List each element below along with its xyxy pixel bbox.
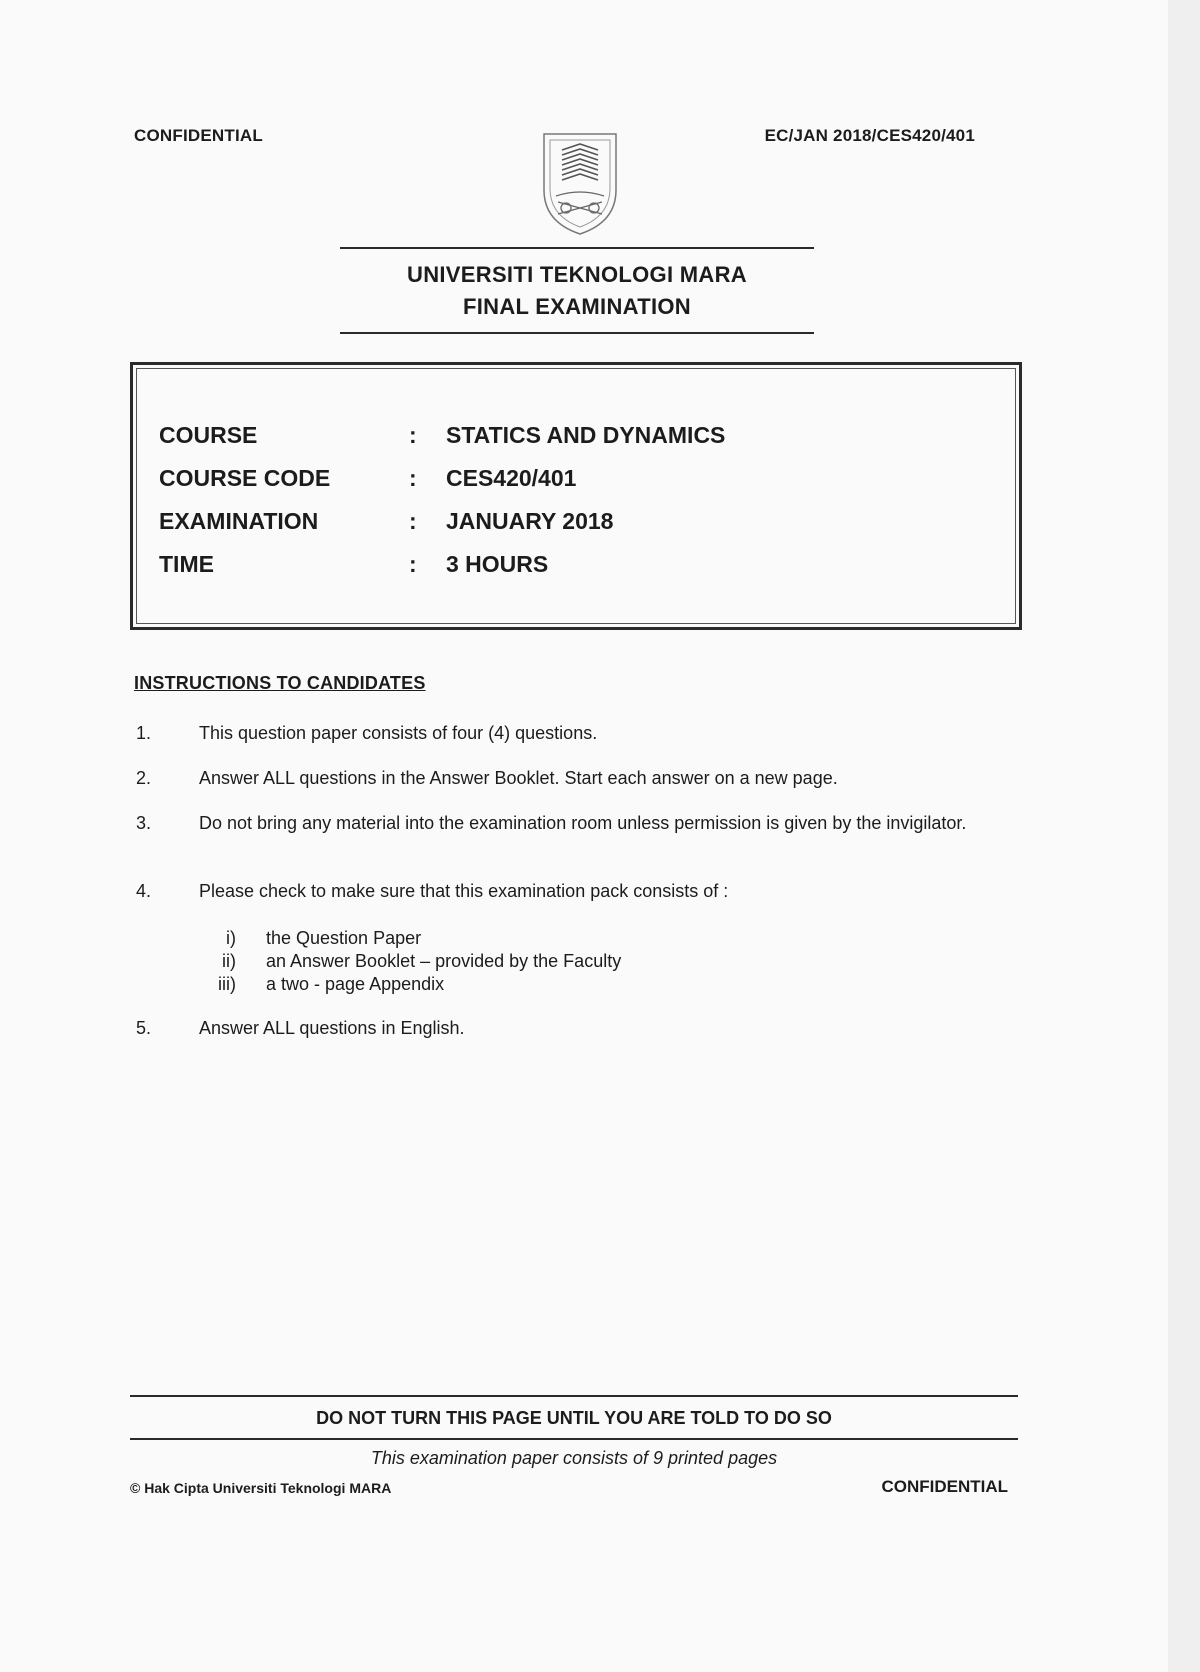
time-value: 3 HOURS [446,551,549,577]
confidential-header: CONFIDENTIAL [134,126,263,145]
course-value: STATICS AND DYNAMICS [446,422,726,448]
instruction-number: 3. [136,813,152,833]
instruction-text: Please check to make sure that this examination pack consists of : [199,881,729,901]
colon-separator: : [409,508,417,534]
instruction-number: 4. [136,881,152,901]
instruction-text: Answer ALL questions in the Answer Booklet. Start each answer on a new page. [199,768,838,788]
do-not-turn-notice: DO NOT TURN THIS PAGE UNTIL YOU ARE TOLD TO DO SO [316,1408,832,1428]
copyright-notice: © Hak Cipta Universiti Teknologi MARA [130,1480,392,1496]
pack-item-number: iii) [218,974,236,994]
instruction-number: 1. [136,723,152,743]
instructions-heading: INSTRUCTIONS TO CANDIDATES [134,673,426,693]
instruction-text: Do not bring any material into the examination room unless permission is given by the invigilator. [199,813,967,833]
colon-separator: : [409,422,417,448]
confidential-footer: CONFIDENTIAL [881,1477,1008,1496]
course-info-box [130,362,1022,630]
course-label: COURSE [159,422,258,448]
university-crest-icon [536,130,624,238]
instruction-number: 2. [136,768,152,788]
pack-item-number: ii) [222,951,236,971]
title-rule-bottom [340,332,814,334]
footer-rule-top [130,1395,1018,1397]
colon-separator: : [409,465,417,491]
footer-rule-bottom [130,1438,1018,1440]
page-count-note: This examination paper consists of 9 printed pages [370,1448,778,1468]
examination-value: JANUARY 2018 [446,508,614,534]
university-name: UNIVERSITI TEKNOLOGI MARA [407,262,747,287]
instruction-text: Answer ALL questions in English. [199,1018,465,1038]
pack-item-number: i) [226,928,236,948]
colon-separator: : [409,551,417,577]
exam-type: FINAL EXAMINATION [463,294,691,319]
course-code-label: COURSE CODE [159,465,331,491]
instruction-text: This question paper consists of four (4) questions. [199,723,598,743]
course-code-value: CES420/401 [446,465,577,491]
paper-code-header: EC/JAN 2018/CES420/401 [764,126,975,145]
pack-item-text: the Question Paper [266,928,422,948]
title-rule-top [340,247,814,249]
examination-label: EXAMINATION [159,508,319,534]
instruction-number: 5. [136,1018,152,1038]
pack-item-text: a two - page Appendix [266,974,445,994]
time-label: TIME [159,551,214,577]
pack-item-text: an Answer Booklet – provided by the Faculty [266,951,622,971]
